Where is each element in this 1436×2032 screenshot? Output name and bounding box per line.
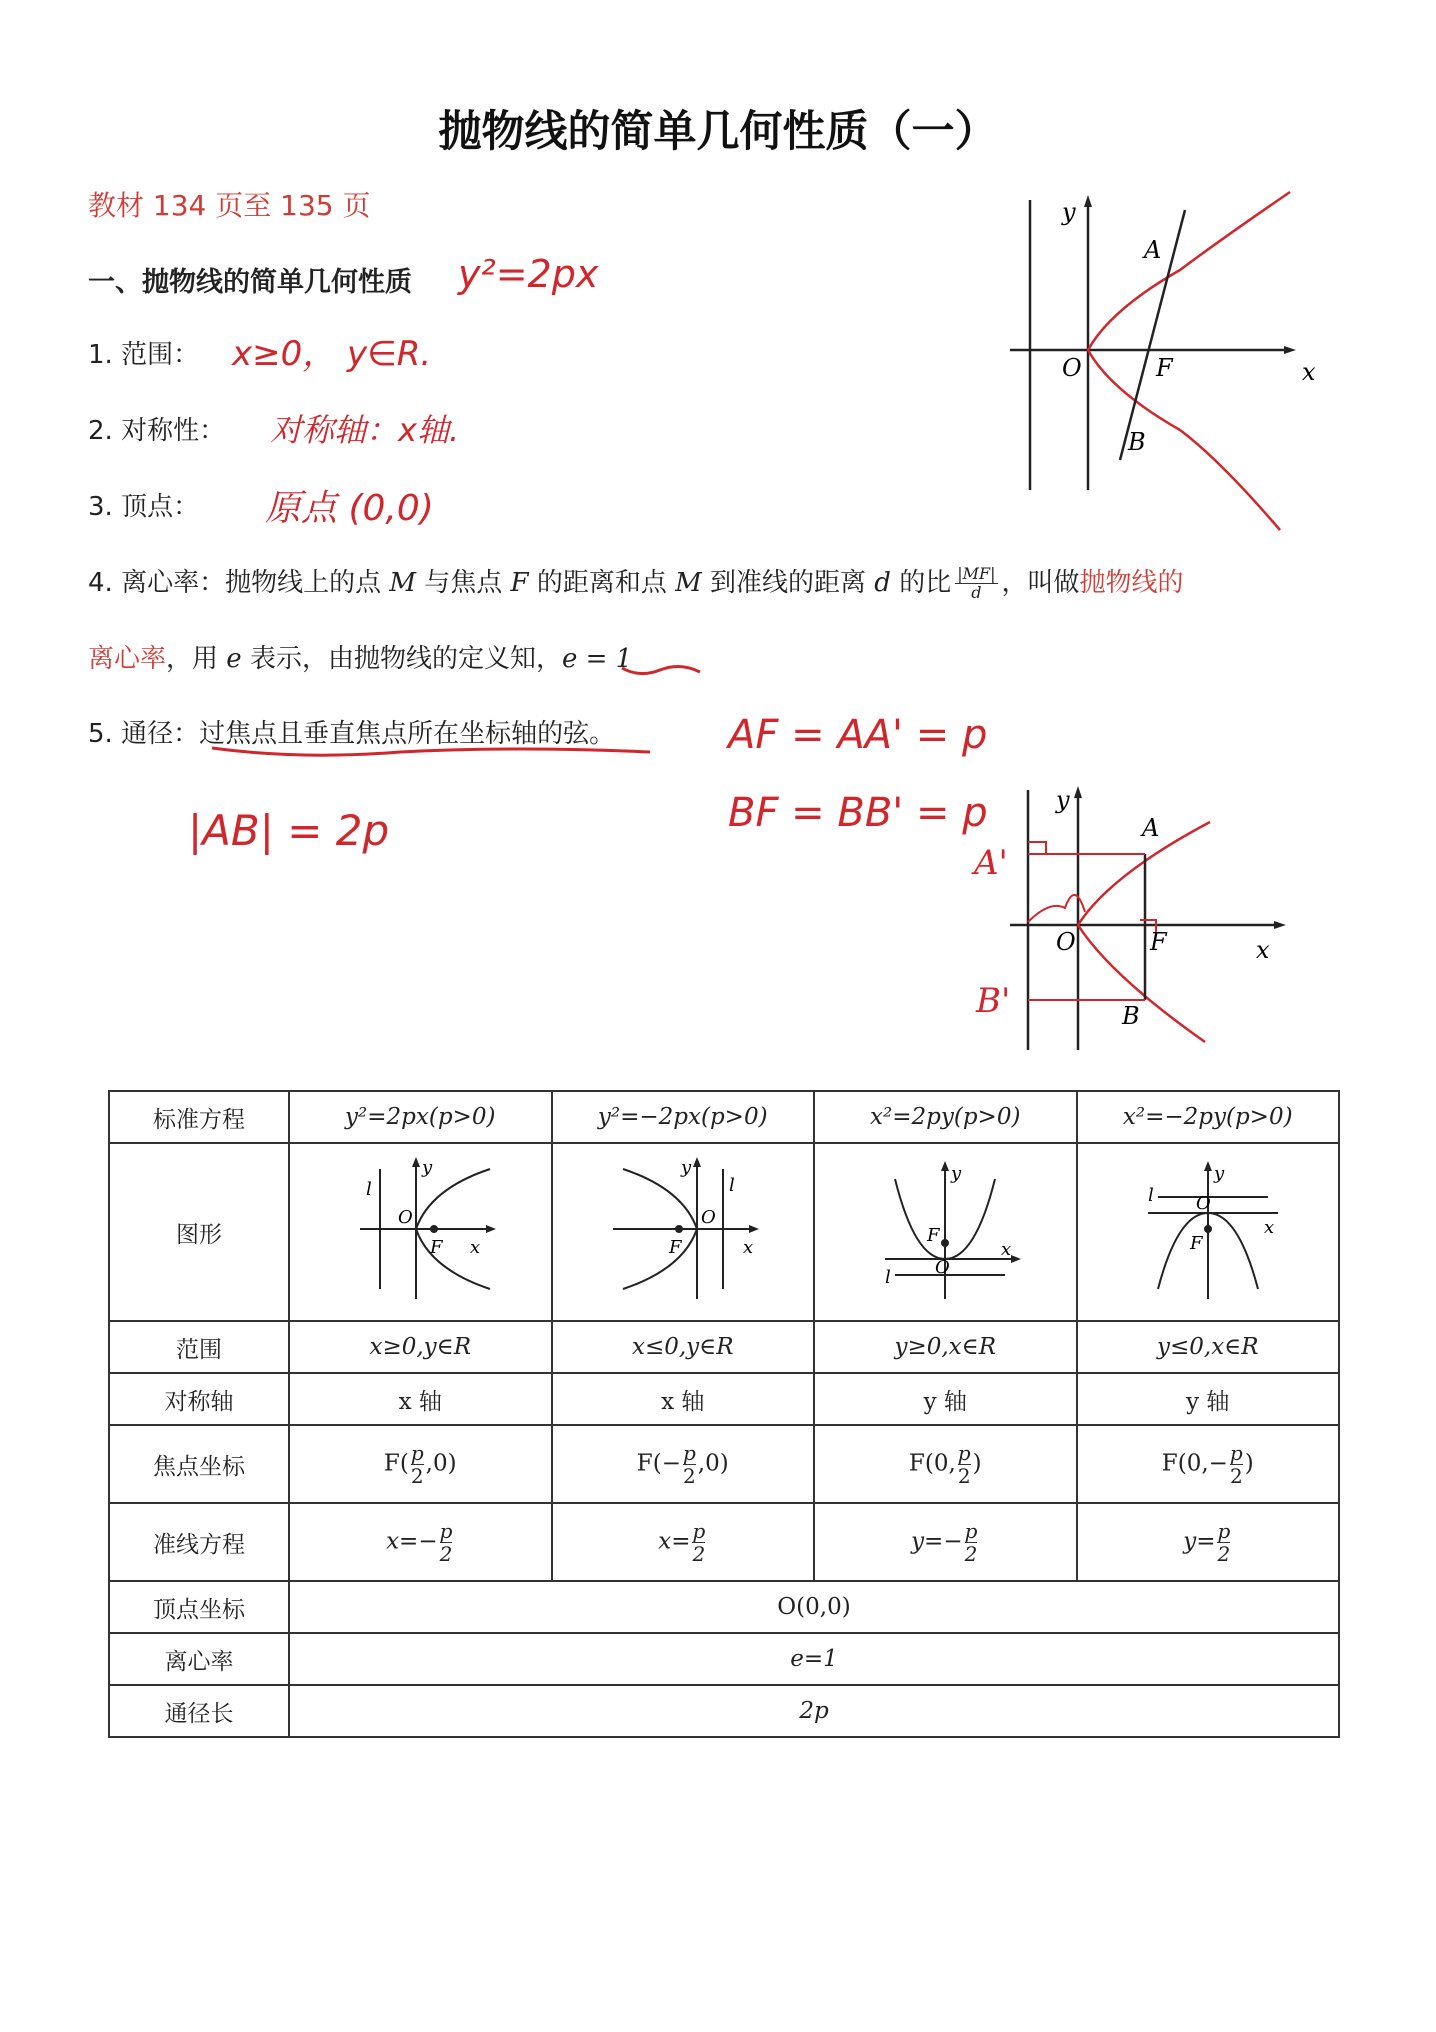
directrix-cell: y=− $\frac{p}{2}$ [814, 1503, 1077, 1581]
table-row [109, 1373, 1339, 1425]
fig2-a-label: A [1142, 814, 1160, 842]
eccentricity-cell: e=1 [289, 1633, 1339, 1685]
svg-text:x: x [1001, 1239, 1012, 1260]
figure-focal-chord [1000, 180, 1320, 540]
table-row [109, 1581, 1339, 1633]
symmetry-handwritten: 对称轴：x轴. [270, 411, 460, 449]
svg-text:F: F [927, 1225, 940, 1246]
row-header: 顶点坐标 [109, 1581, 289, 1633]
fig2-y-label: y [1056, 786, 1070, 814]
svg-text:O: O [935, 1257, 951, 1278]
svg-text:O: O [1195, 1193, 1211, 1214]
table-row [109, 1503, 1339, 1581]
handwritten-equation: y²=2px [458, 252, 599, 296]
table-row [109, 1091, 1339, 1143]
directrix-cell: y= $\frac{p}{2}$ [1077, 1503, 1340, 1581]
svg-text:l: l [728, 1175, 735, 1196]
row-header: 图形 [109, 1143, 289, 1321]
svg-text:F: F [1189, 1233, 1203, 1254]
svg-text:y: y [1213, 1163, 1224, 1184]
row-header: 范围 [109, 1321, 289, 1373]
equation-cell: x²=−2py(p>0) [1077, 1091, 1340, 1143]
focus-cell: F(0,− $\frac{p}{2}$ ) [1077, 1425, 1340, 1503]
svg-text:l: l [366, 1179, 373, 1200]
graph-cell [289, 1143, 552, 1321]
latus-length-cell: 2p [289, 1685, 1339, 1737]
row-header: 焦点坐标 [109, 1425, 289, 1503]
graph-right-opening [330, 1149, 510, 1309]
svg-text:x: x [742, 1237, 753, 1258]
table-row [109, 1321, 1339, 1373]
fig1-f-label: F [1156, 354, 1173, 382]
fig1-x-label: x [1302, 358, 1316, 386]
eccentricity-term: 抛物线的 [1079, 568, 1184, 598]
equation-cell: y²=−2px(p>0) [552, 1091, 815, 1143]
eccentricity-label: 4. 离心率： [88, 568, 226, 598]
table-row [109, 1633, 1339, 1685]
page-title: 抛物线的简单几何性质（一） [438, 107, 998, 157]
range-handwritten: x≥0， y∈R. [232, 334, 432, 374]
axis-cell: x 轴 [552, 1373, 815, 1425]
svg-text:x: x [470, 1237, 481, 1258]
directrix-cell: x= $\frac{p}{2}$ [552, 1503, 815, 1581]
directrix-cell: x=− $\frac{p}{2}$ [289, 1503, 552, 1581]
range-cell: x≤0,y∈R [552, 1321, 815, 1373]
svg-text:O: O [398, 1207, 414, 1228]
svg-text:l: l [885, 1267, 892, 1288]
svg-text:F: F [668, 1237, 682, 1258]
fig1-y-label: y [1062, 198, 1076, 226]
equation-cell: y²=2px(p>0) [289, 1091, 552, 1143]
section-heading: 一、抛物线的简单几何性质 [88, 267, 412, 298]
svg-text:F: F [430, 1237, 443, 1258]
graph-cell [814, 1143, 1077, 1321]
parabola-properties-table [108, 1090, 1340, 1738]
eccentricity-line2: 离心率，用 e 表示，由抛物线的定义知，e = 1 [88, 644, 633, 674]
row-header: 离心率 [109, 1633, 289, 1685]
figure-latus-rectum [974, 780, 1300, 1060]
fig2-b-label: B [1122, 1002, 1140, 1030]
graph-up-opening [855, 1149, 1035, 1309]
symmetry-label: 2. 对称性： [88, 416, 226, 446]
graph-cell [552, 1143, 815, 1321]
vertex-handwritten: 原点 (0,0) [265, 488, 434, 529]
fig1-b-label: B [1128, 428, 1146, 456]
range-cell: y≤0,x∈R [1077, 1321, 1340, 1373]
range-cell: x≥0,y∈R [289, 1321, 552, 1373]
axis-cell: y 轴 [814, 1373, 1077, 1425]
row-header: 准线方程 [109, 1503, 289, 1581]
row-header: 标准方程 [109, 1091, 289, 1143]
fig2-x-label: x [1256, 936, 1270, 964]
latus-label: 5. 通径： [88, 719, 200, 749]
textbook-reference: 教材 134 页至 135 页 [88, 189, 371, 222]
graph-cell [1077, 1143, 1340, 1321]
svg-text:y: y [422, 1157, 433, 1178]
row-header: 对称轴 [109, 1373, 289, 1425]
axis-cell: y 轴 [1077, 1373, 1340, 1425]
svg-text:y: y [951, 1163, 962, 1184]
graph-down-opening [1118, 1149, 1298, 1309]
svg-text:O: O [700, 1207, 716, 1228]
fig2-b-prime: B' [976, 981, 1011, 1021]
fig1-a-label: A [1144, 236, 1162, 264]
range-cell: y≥0,x∈R [814, 1321, 1077, 1373]
svg-text:l: l [1147, 1185, 1154, 1206]
focus-cell: F(0, $\frac{p}{2}$ ) [814, 1425, 1077, 1503]
axis-cell: x 轴 [289, 1373, 552, 1425]
table-row [109, 1685, 1339, 1737]
note-ab: |AB| = 2p [188, 806, 390, 855]
equation-cell: x²=2py(p>0) [814, 1091, 1077, 1143]
focus-cell: F(− $\frac{p}{2}$ ,0) [552, 1425, 815, 1503]
vertex-cell: O(0,0) [289, 1581, 1339, 1633]
fig2-o-label: O [1056, 928, 1076, 956]
eccentricity-result: e = 1 [561, 644, 633, 674]
latus-text: 过焦点且垂直焦点所在坐标轴的弦。 [199, 719, 616, 749]
table-row [109, 1425, 1339, 1503]
note-bf: BF = BB' = p [728, 790, 988, 836]
note-af: AF = AA' = p [728, 712, 988, 758]
ratio-fraction: $\frac{|MF|}{d}$ [957, 564, 996, 602]
fig2-a-prime: A' [974, 843, 1008, 883]
focus-cell: F( $\frac{p}{2}$ ,0) [289, 1425, 552, 1503]
fig1-o-label: O [1062, 354, 1082, 382]
svg-text:x: x [1263, 1217, 1274, 1238]
eccentricity-line1: 4. 离心率：抛物线上的点 M 与焦点 F 的距离和点 M 到准线的距离 d 的比 $\frac{|MF|}{d}$ ，叫做抛物线的 [88, 564, 1184, 602]
table-row [109, 1143, 1339, 1321]
range-label: 1. 范围： [88, 340, 200, 370]
vertex-label: 3. 顶点： [88, 492, 200, 522]
row-header: 通径长 [109, 1685, 289, 1737]
svg-text:y: y [680, 1157, 691, 1178]
fig2-f-label: F [1150, 928, 1167, 956]
graph-left-opening [593, 1149, 773, 1309]
